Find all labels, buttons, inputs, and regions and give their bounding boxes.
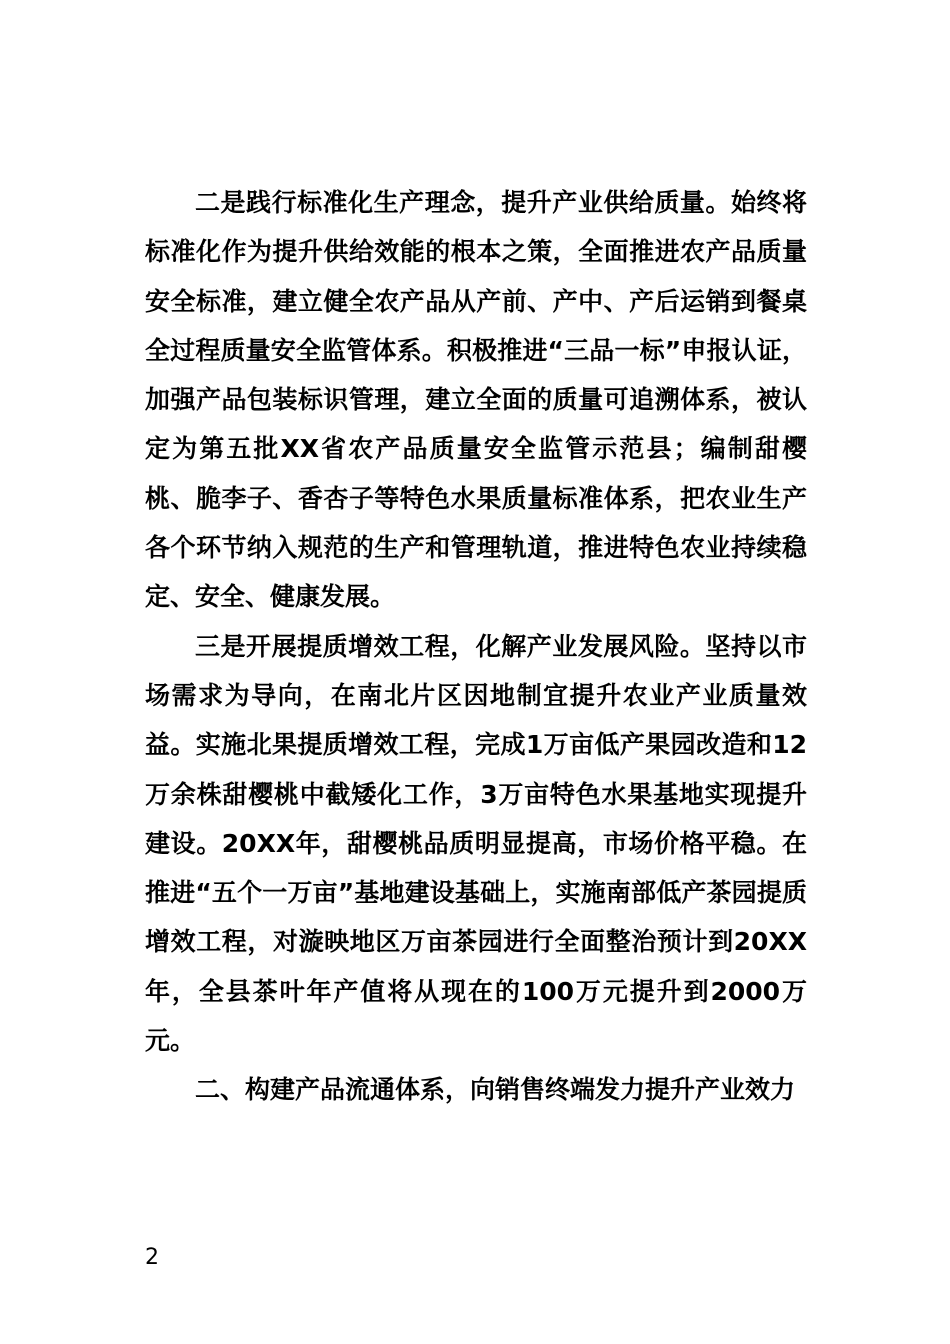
page-number: 2	[145, 1245, 159, 1270]
paragraph-quality-efficiency: 三是开展提质增效工程，化解产业发展风险。坚持以市场需求为导向，在南北片区因地制宜提升农业产业质量效益。实施北果提质增效工程，完成1万亩低产果园改造和12万余株甜樱桃中截矮化工作，3万亩特色水果基地实现提升建设。20XX年，甜樱桃品质明显提高，市场价格平稳。在推进“五个一万亩”基地建设基础上，实施南部低产茶园提质增效工程，对漩映地区万亩茶园进行全面整治预计到20XX年，全县茶叶年产值将从现在的100万元提升到2000万元。	[145, 631, 807, 1056]
paragraph-standardization: 二是践行标准化生产理念，提升产业供给质量。始终将标准化作为提升供给效能的根本之策，全面推进农产品质量安全标准，建立健全农产品从产前、产中、产后运销到餐桌全过程质量安全监管体系。积极推进“三品一标”申报认证，加强产品包装标识管理，建立全面的质量可追溯体系，被认定为第五批XX省农产品质量安全监管示范县；编制甜樱桃、脆李子、香杏子等特色水果质量标准体系，把农业生产各个环节纳入规范的生产和管理轨道，推进特色农业持续稳定、安全、健康发展。	[145, 188, 807, 612]
section-heading-distribution: 二、构建产品流通体系，向销售终端发力提升产业效力	[195, 1075, 796, 1105]
body-text	[145, 178, 807, 1115]
